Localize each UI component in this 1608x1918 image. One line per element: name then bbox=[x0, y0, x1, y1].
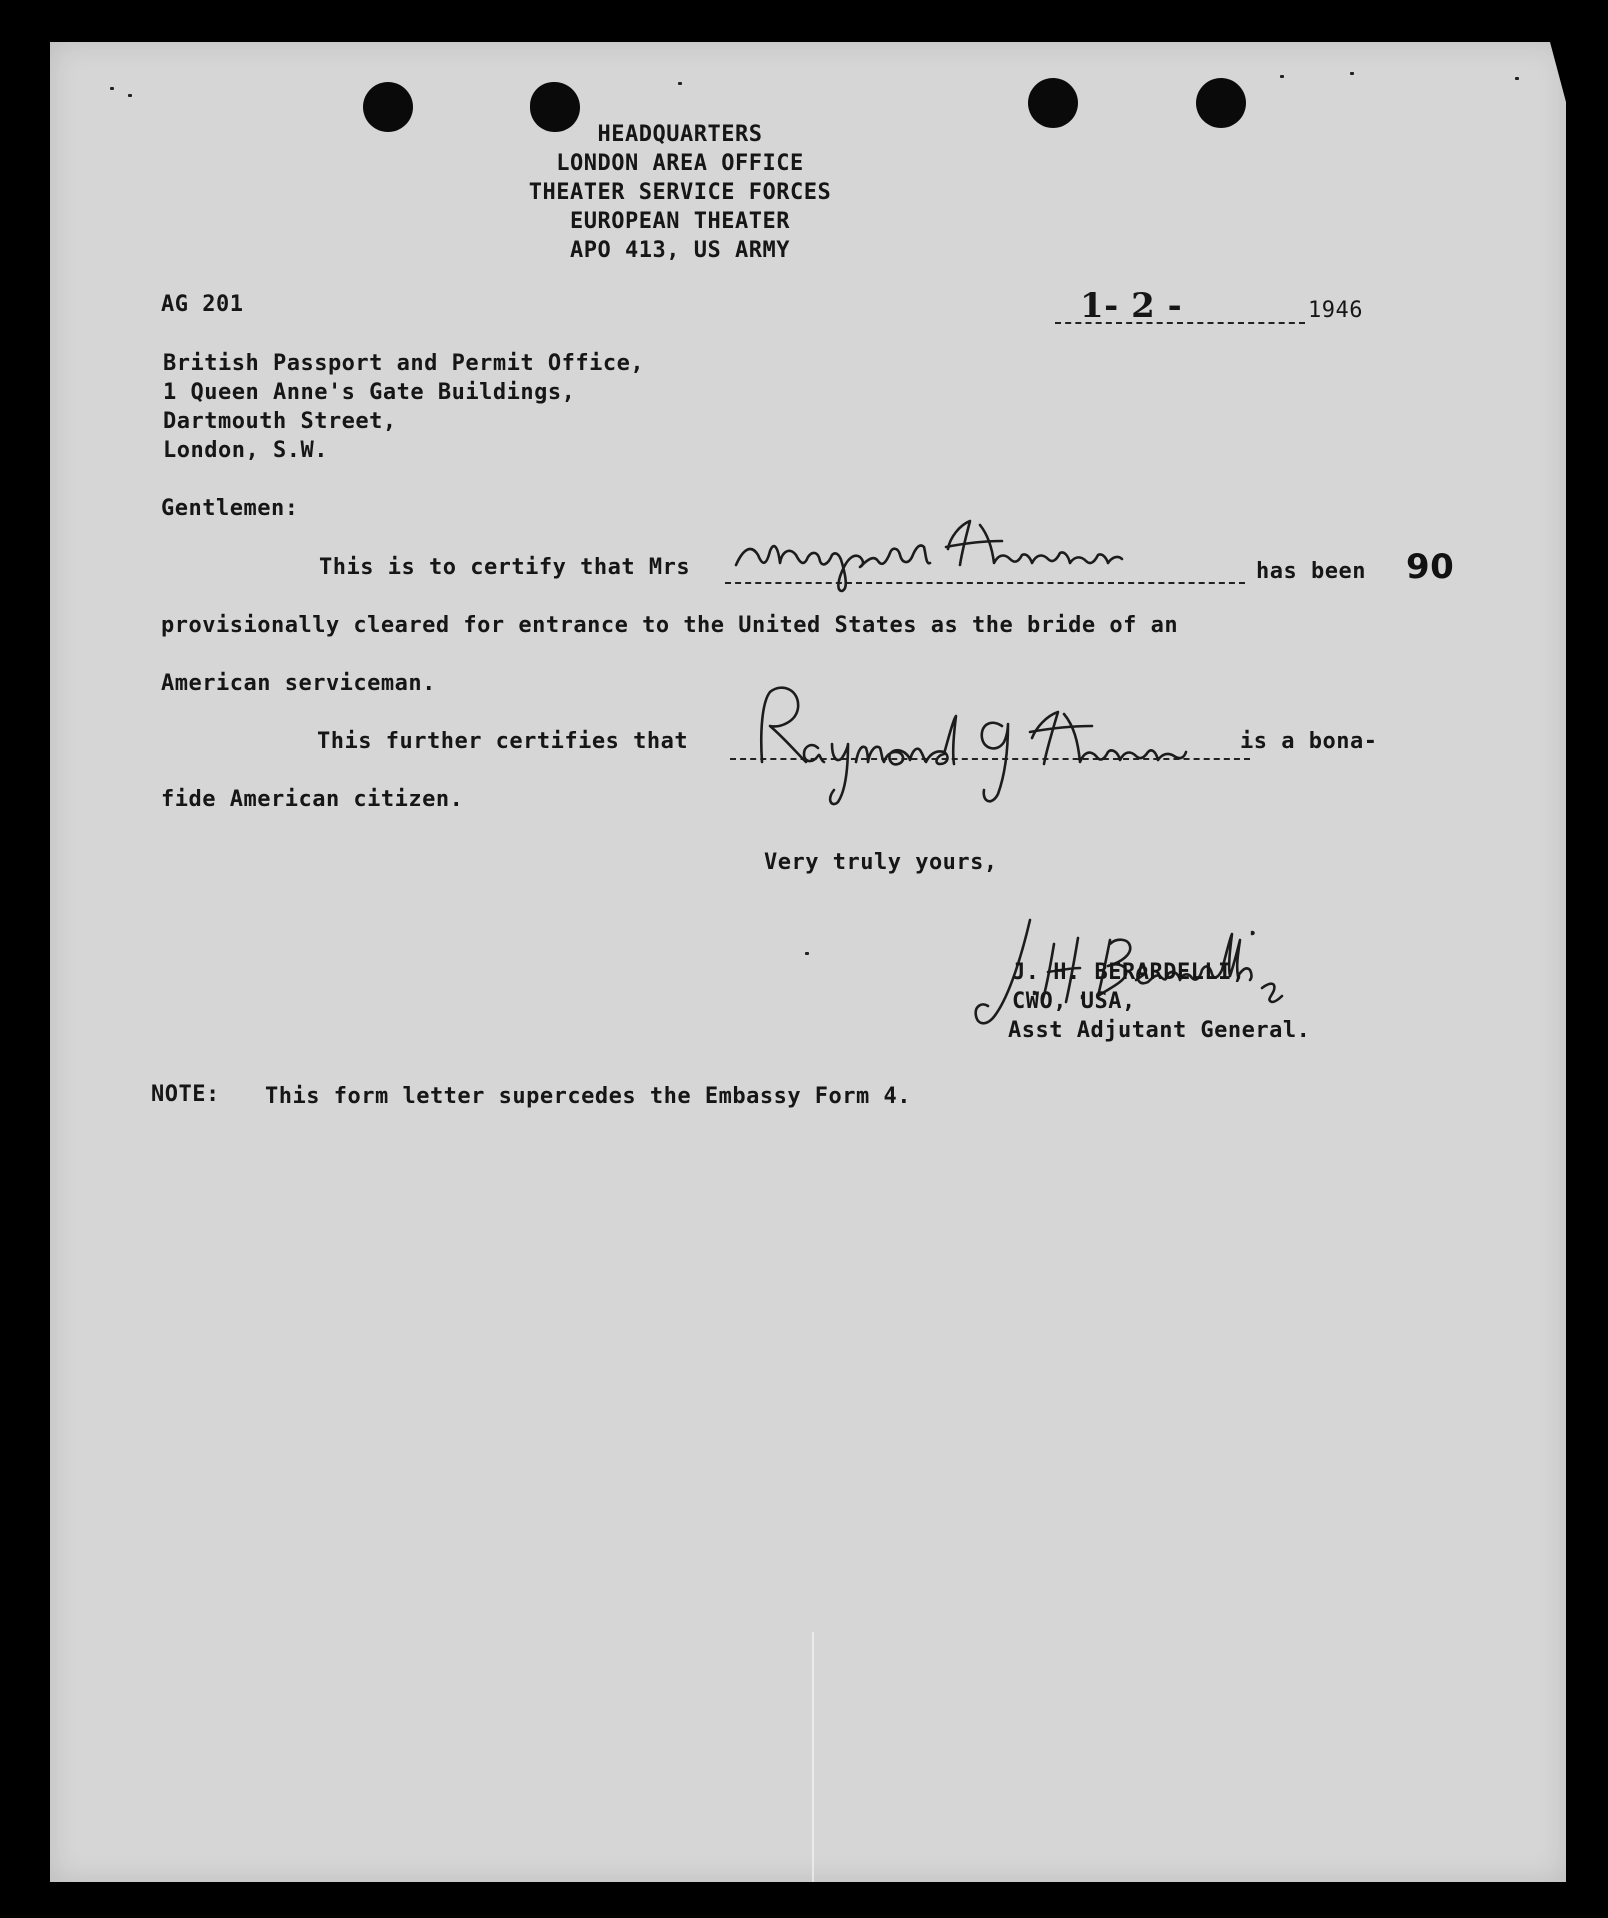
letterhead-line-4: EUROPEAN THEATER bbox=[570, 209, 790, 234]
closing: Very truly yours, bbox=[764, 850, 998, 875]
paragraph-1-line-2: provisionally cleared for entrance to the United States as the bride of an bbox=[161, 613, 1179, 638]
salutation: Gentlemen: bbox=[161, 496, 299, 521]
paragraph-2-start: This further certifies that bbox=[317, 729, 689, 754]
speck bbox=[678, 82, 682, 85]
fold-crease bbox=[812, 1632, 814, 1882]
punch-hole bbox=[1028, 78, 1078, 128]
speck bbox=[1280, 75, 1284, 78]
paragraph-1-line-3: American serviceman. bbox=[161, 671, 436, 696]
note-text: This form letter supercedes the Embassy Form 4. bbox=[265, 1084, 912, 1109]
signer-name: J. H. BERARDELLI, bbox=[1012, 960, 1246, 985]
date-year: 1946 bbox=[1308, 298, 1363, 323]
addressee-line-3: Dartmouth Street, bbox=[163, 409, 397, 434]
paragraph-1-start: This is to certify that Mrs bbox=[319, 555, 691, 580]
addressee-line-2: 1 Queen Anne's Gate Buildings, bbox=[163, 380, 576, 405]
serviceman-name-handwriting bbox=[740, 672, 1260, 822]
letterhead-line-3: THEATER SERVICE FORCES bbox=[528, 180, 832, 205]
letterhead-line-1: HEADQUARTERS bbox=[597, 122, 763, 147]
signer-rank: CWO, USA, bbox=[1012, 989, 1136, 1014]
paragraph-2-end: is a bona- bbox=[1240, 729, 1378, 754]
addressee-line-4: London, S.W. bbox=[163, 438, 328, 463]
note-label: NOTE: bbox=[151, 1082, 220, 1107]
bride-name-handwriting bbox=[730, 507, 1250, 597]
page-corner bbox=[1550, 42, 1566, 102]
file-reference: AG 201 bbox=[161, 292, 244, 317]
letterhead-line-5: APO 413, US ARMY bbox=[570, 238, 790, 263]
speck bbox=[805, 952, 809, 955]
paragraph-1-end: has been bbox=[1256, 559, 1366, 584]
letterhead-line-2: LONDON AREA OFFICE bbox=[556, 151, 804, 176]
speck bbox=[128, 94, 132, 97]
letter-page bbox=[50, 42, 1566, 1882]
punch-hole bbox=[363, 82, 413, 132]
speck bbox=[110, 87, 114, 90]
speck bbox=[1350, 72, 1354, 75]
date-handwritten: 1- 2 - bbox=[1080, 286, 1183, 326]
punch-hole bbox=[1196, 78, 1246, 128]
paragraph-2-line-2: fide American citizen. bbox=[161, 787, 464, 812]
speck bbox=[1515, 77, 1519, 80]
signer-title: Asst Adjutant General. bbox=[1008, 1018, 1311, 1043]
serial-number: 90 bbox=[1406, 547, 1455, 587]
addressee-line-1: British Passport and Permit Office, bbox=[163, 351, 645, 376]
